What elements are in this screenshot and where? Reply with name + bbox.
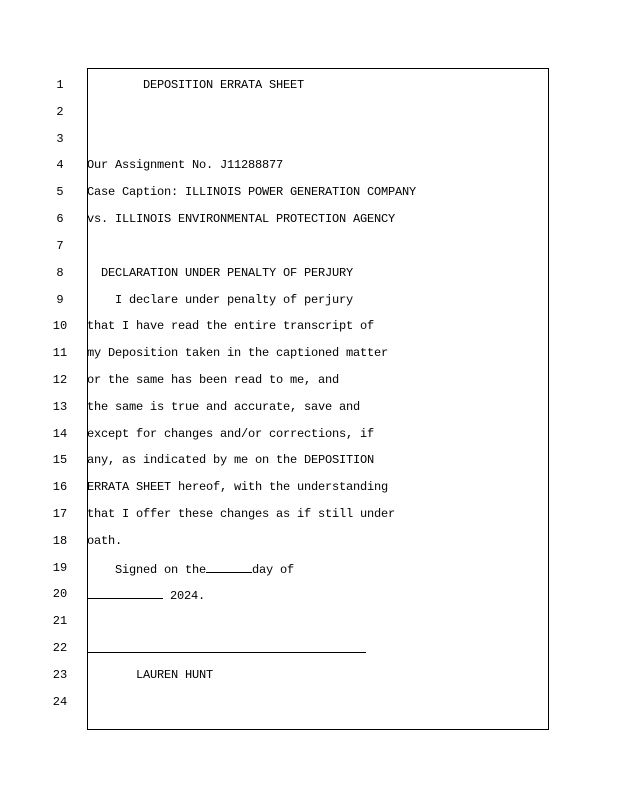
- case-caption-cont: vs. ILLINOIS ENVIRONMENTAL PROTECTION AGENCY: [87, 212, 396, 226]
- declaration-line: that I have read the entire transcript of: [87, 319, 375, 333]
- line-number-18: 18: [52, 534, 68, 548]
- line-number-3: 3: [56, 132, 64, 146]
- line-number-20: 20: [52, 587, 68, 601]
- declaration-line: except for changes and/or corrections, if: [87, 427, 375, 441]
- line-number-15: 15: [52, 453, 68, 467]
- line-number-17: 17: [52, 507, 68, 521]
- declaration-line: ERRATA SHEET hereof, with the understanding: [87, 480, 389, 494]
- day-blank[interactable]: [206, 561, 252, 573]
- line-number-7: 7: [56, 239, 64, 253]
- line-number-21: 21: [52, 614, 68, 628]
- year-line: [87, 587, 205, 603]
- case-caption: Case Caption: ILLINOIS POWER GENERATION COMPANY: [87, 185, 417, 199]
- declaration-line: that I offer these changes as if still under: [87, 507, 396, 521]
- signed-text: Signed on the: [87, 563, 207, 577]
- day-of-text: day of: [252, 563, 295, 577]
- declaration-line: the same is true and accurate, save and: [87, 400, 361, 414]
- declaration-line: I declare under penalty of perjury: [87, 293, 354, 307]
- month-blank[interactable]: [87, 587, 163, 599]
- signed-line: [87, 561, 294, 577]
- declaration-line: oath.: [87, 534, 123, 548]
- line-number-4: 4: [56, 158, 64, 172]
- assignment-number: Our Assignment No. J11288877: [87, 158, 284, 172]
- line-number-22: 22: [52, 641, 68, 655]
- declaration-heading: DECLARATION UNDER PENALTY OF PERJURY: [87, 266, 354, 280]
- line-number-14: 14: [52, 427, 68, 441]
- line-number-24: 24: [52, 695, 68, 709]
- line-number-6: 6: [56, 212, 64, 226]
- line-number-2: 2: [56, 105, 64, 119]
- line-number-12: 12: [52, 373, 68, 387]
- line-number-10: 10: [52, 319, 68, 333]
- declaration-line: or the same has been read to me, and: [87, 373, 340, 387]
- line-number-19: 19: [52, 561, 68, 575]
- line-number-8: 8: [56, 266, 64, 280]
- line-number-5: 5: [56, 185, 64, 199]
- line-number-11: 11: [52, 346, 68, 360]
- line-number-13: 13: [52, 400, 68, 414]
- line-number-16: 16: [52, 480, 68, 494]
- signer-name: LAUREN HUNT: [87, 668, 214, 682]
- line-number-23: 23: [52, 668, 68, 682]
- errata-title: DEPOSITION ERRATA SHEET: [87, 78, 305, 92]
- line-number-1: 1: [56, 78, 64, 92]
- line-number-9: 9: [56, 293, 64, 307]
- declaration-line: my Deposition taken in the captioned matter: [87, 346, 389, 360]
- signature-line[interactable]: [87, 652, 366, 653]
- year-text: 2024.: [163, 589, 206, 603]
- declaration-line: any, as indicated by me on the DEPOSITION: [87, 453, 375, 467]
